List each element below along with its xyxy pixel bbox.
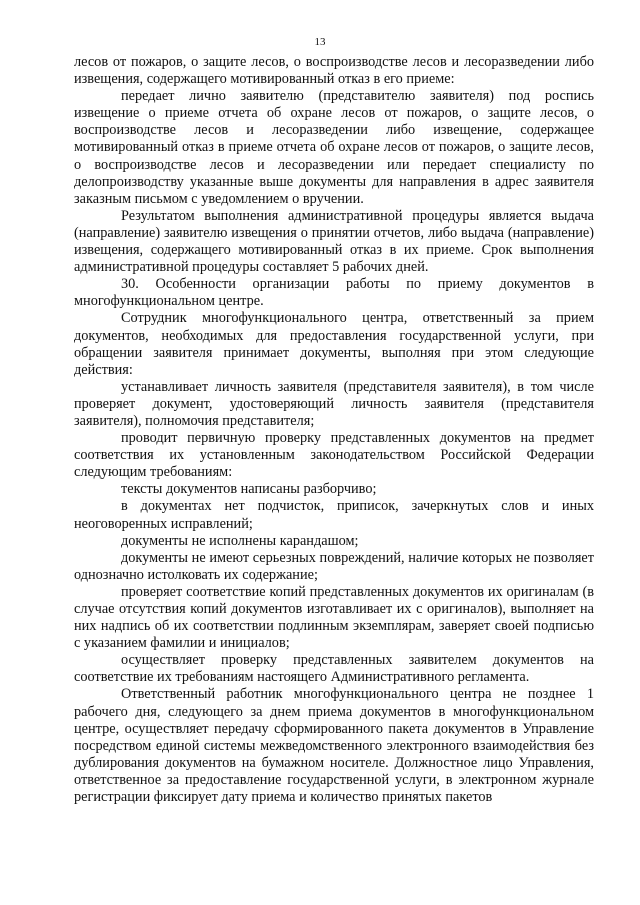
paragraph-section-30: 30. Особенности организации работы по приему документов в многофункциональном центре.: [74, 276, 594, 310]
paragraph-identity-check: устанавливает личность заявителя (представителя заявителя), в том числе проверяет документ, удостоверяющий личность заявителя (представителя заявителя), полномочия представителя;: [74, 378, 594, 429]
paragraph-copies-check: проверяет соответствие копий представленных документов их оригиналам (в случае отсутствия копий документов изготавливает их с оригиналов), выполняет на них надпись об их соответствии подлинным экземплярам, заверяет своей подписью с указанием фамилии и инициалов;: [74, 583, 594, 652]
page-number: 13: [314, 36, 326, 48]
paragraph-procedure-result: Результатом выполнения административной процедуры является выдача (направление) заявителю извещения о принятии отчетов, либо выдача (направление) извещения, содержащего мотивированный отказ в их приеме. Срок выполнения административной процедуры составляет 5 рабочих дней.: [74, 207, 594, 276]
document-body: [74, 54, 594, 806]
paragraph-mfc-employee: Сотрудник многофункционального центра, ответственный за прием документов, необходимых для предоставления государственной услуги, при обращении заявителя принимает документы, выполняя при этом следующие действия:: [74, 310, 594, 378]
paragraph-primary-check: проводит первичную проверку представленных документов на предмет соответствия их установленным законодательством Российской Федерации следующим требованиям:: [74, 430, 594, 481]
paragraph-compliance-check: осуществляет проверку представленных заявителем документов на соответствие их требованиям настоящего Административного регламента.: [74, 652, 594, 686]
paragraph-no-pencil: документы не исполнены карандашом;: [121, 532, 359, 549]
paragraph-no-erasures: в документах нет подчисток, приписок, зачеркнутых слов и иных неоговоренных исправлений;: [74, 498, 594, 532]
paragraph-legible: тексты документов написаны разборчиво;: [121, 481, 377, 498]
paragraph-no-damage: документы не имеют серьезных повреждений, наличие которых не позволяет однозначно истолковать их содержание;: [74, 549, 594, 583]
paragraph-transfer: Ответственный работник многофункционального центра не позднее 1 рабочего дня, следующего за днем приема документов в многофункциональном центре, осуществляет передачу сформированного пакета документов в Управление посредством единой системы межведомственного электронного взаимодействия без дублирования документов на бумажном носителе. Должностное лицо Управления, ответственное за предоставление государственной услуги, в электронном журнале регистрации фиксирует дату приема и количество принятых пакетов: [74, 686, 594, 806]
paragraph-continuation: лесов от пожаров, о защите лесов, о воспроизводстве лесов и лесоразведении либо извещения, содержащего мотивированный отказ в его приеме:: [74, 54, 594, 88]
paragraph-deliver-notice: передает лично заявителю (представителю заявителя) под роспись извещение о приеме отчета об охране лесов от пожаров, о защите лесов, о воспроизводстве лесов и лесоразведении либо извещение, содержащее мотивированный отказ в приеме отчета об охране лесов от пожаров, о защите лесов, о воспроизводстве лесов и лесоразведении или передает специалисту по делопроизводству указанные выше документы для направления в адрес заявителя заказным письмом с уведомлением о вручении.: [74, 88, 594, 207]
